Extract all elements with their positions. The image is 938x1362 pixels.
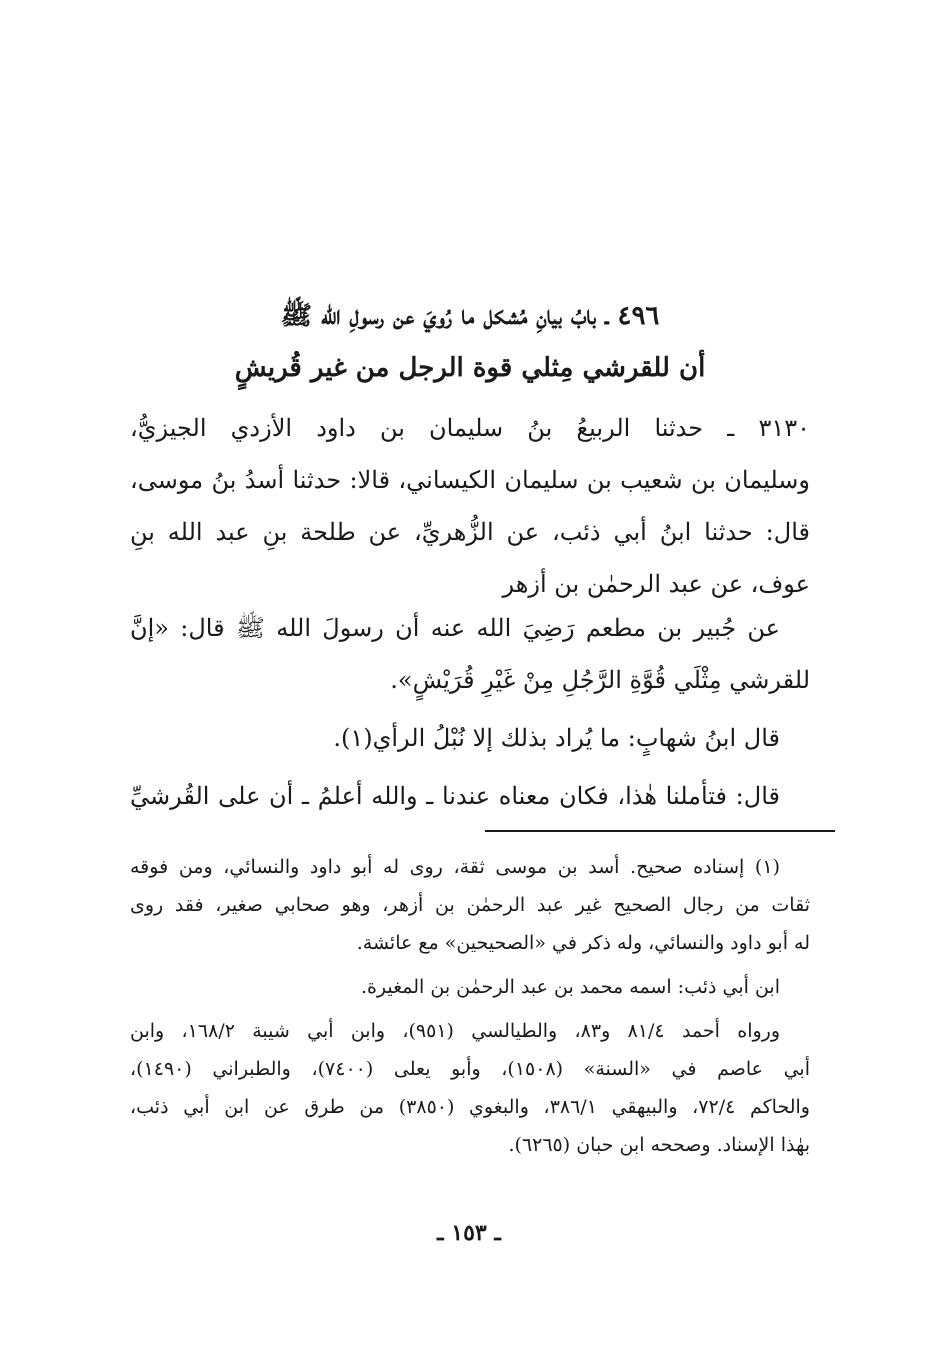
- footnote-1-line-1: (١) إسناده صحيح. أسد بن موسى ثقة، روى له أبو داود والنسائي، ومن فوقه: [130, 856, 780, 878]
- hadith-isnad: [130, 402, 810, 610]
- footnotes: [130, 848, 810, 1164]
- footnote-takhrij: [130, 1012, 810, 1164]
- hadith-matn: [130, 602, 810, 706]
- footnote-1: [130, 848, 810, 962]
- isnad-line-1: ٣١٣٠ ـ حدثنا الربيعُ بنُ سليمان بن داود الأزدي الجيزيُّ،: [130, 414, 810, 442]
- takhrij-line-3: والحاكم ٧٢/٤، والبيهقي ٣٨٦/١، والبغوي (٣٨٥٠) من طرق عن ابن أبي ذئب،: [130, 1096, 810, 1118]
- isnad-line-2: وسليمان بن شعيب بن سليمان الكيساني، قالا: حدثنا أسدُ بنُ موسى،: [130, 466, 810, 494]
- footnote-1-line-3: له أبو داود والنسائي، وله ذكر في «الصحيحين» مع عائشة.: [356, 932, 810, 954]
- footnote-1-line-2: ثقات من رجال الصحيح غير عبد الرحمٰن بن أزهر، وهو صحابي صغير، فقد روى: [130, 894, 810, 916]
- footnote-ibn-abi-dhib-line: ابن أبي ذئب: اسمه محمد بن عبد الرحمٰن بن المغيرة.: [360, 976, 780, 998]
- matn-line-1: عن جُبير بن مطعم رَضِيَ الله عنه أن رسولَ الله ﷺ قال: «إنَّ: [130, 614, 780, 642]
- isnad-line-3: قال: حدثنا ابنُ أبي ذئب، عن الزُّهريِّ، عن طلحة بنِ عبد الله بنِ: [130, 518, 810, 546]
- commentary-line: قال: فتأملنا هٰذا، فكان معناه عندنا ـ والله أعلمُ ـ أن على القُرشيِّ: [130, 782, 780, 810]
- footnote-ibn-abi-dhib: [130, 968, 810, 1006]
- commentary: [130, 770, 810, 822]
- chapter-title-line-2: أن للقرشي مِثلي قوة الرجل من غير قُريشٍ: [234, 353, 706, 383]
- isnad-line-4: عوف، عن عبد الرحمٰن بن أزهر: [502, 570, 810, 598]
- chapter-title-line-1: ٤٩٦ ـ بابُ بيانِ مُشكل ما رُويَ عن رسولِ الله ﷺ: [280, 301, 660, 331]
- takhrij-line-4: بهٰذا الإسناد. وصححه ابن حبان (٦٢٦٥).: [508, 1134, 810, 1156]
- page-number: ـ ١٥٣ ـ: [437, 1220, 501, 1246]
- takhrij-line-1: ورواه أحمد ٨١/٤ و٨٣، والطيالسي (٩٥١)، وابن أبي شيبة ١٦٨/٢، وابن: [130, 1020, 781, 1042]
- ibn-shihab-comment: [130, 712, 810, 764]
- takhrij-line-2: أبي عاصم في «السنة» (١٥٠٨)، وأبو يعلى (٧٤٠٠)، والطبراني (١٤٩٠)،: [130, 1058, 810, 1080]
- matn-line-2: للقرشي مِثْلَي قُوَّةِ الرَّجُلِ مِنْ غَيْرِ قُرَيْشٍ».: [390, 666, 810, 694]
- ibn-shihab-line: قال ابنُ شهابٍ: ما يُراد بذلك إلا نُبْلُ الرأي(١).: [333, 724, 780, 752]
- footnote-divider: [485, 830, 835, 832]
- chapter-heading: [130, 290, 810, 394]
